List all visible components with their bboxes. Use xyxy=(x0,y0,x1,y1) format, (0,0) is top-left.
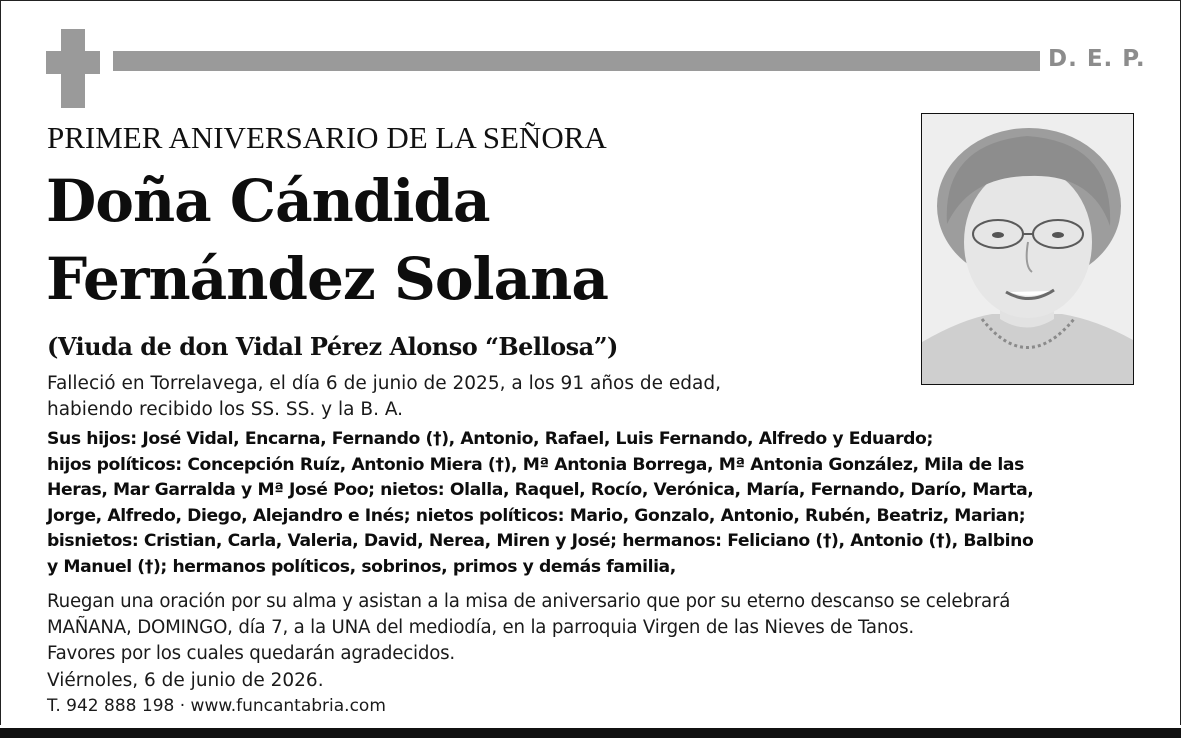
family-line: Heras, Mar Garralda y Mª José Poo; nietos: Olalla, Raquel, Rocío, Verónica, María, Fernando, Darío, Marta, xyxy=(47,480,1034,500)
death-details xyxy=(47,371,827,423)
place-date: Viérnoles, 6 de junio de 2026. xyxy=(47,670,324,691)
prayer-line: Ruegan una oración por su alma y asistan a la misa de aniversario que por su eterno descanso se celebrará xyxy=(47,591,1011,612)
header-rule xyxy=(113,51,1040,71)
cross-icon-arm xyxy=(46,51,100,74)
family-list xyxy=(47,427,1142,580)
widow-line: (Viuda de don Vidal Pérez Alonso “Bellosa”) xyxy=(47,332,618,361)
dep-label: D. E. P. xyxy=(1048,46,1146,72)
anniversary-line: PRIMER ANIVERSARIO DE LA SEÑORA xyxy=(47,120,607,155)
deceased-name-line-2: Fernández Solana xyxy=(46,245,608,313)
prayer-line: MAÑANA, DOMINGO, día 7, a la UNA del mediodía, en la parroquia Virgen de las Nieves de Tanos. xyxy=(47,617,914,638)
death-line: Falleció en Torrelavega, el día 6 de junio de 2025, a los 91 años de edad, xyxy=(47,373,721,394)
deceased-name-line-1: Doña Cándida xyxy=(46,167,490,235)
portrait-illustration xyxy=(922,114,1133,384)
contact-line: T. 942 888 198 · www.funcantabria.com xyxy=(47,696,386,716)
family-line: y Manuel (†); hermanos políticos, sobrinos, primos y demás familia, xyxy=(47,556,676,577)
family-line: hijos políticos: Concepción Ruíz, Antonio Miera (†), Mª Antonia Borrega, Mª Antonia González, Mila de las xyxy=(47,454,1024,475)
portrait-photo xyxy=(921,113,1134,385)
prayer-line: Favores por los cuales quedarán agradecidos. xyxy=(47,643,456,664)
family-line: bisnietos: Cristian, Carla, Valeria, David, Nerea, Miren y José; hermanos: Feliciano (†), Antonio (†), Balbino xyxy=(47,531,1034,551)
bottom-rule xyxy=(0,728,1181,738)
family-line: Sus hijos: José Vidal, Encarna, Fernando (†), Antonio, Rafael, Luis Fernando, Alfredo y Eduardo; xyxy=(47,429,933,449)
prayer-request xyxy=(47,589,1157,667)
family-line: Jorge, Alfredo, Diego, Alejandro e Inés; nietos políticos: Mario, Gonzalo, Antonio, Rubén, Beatriz, Marian; xyxy=(47,505,1026,526)
death-line: habiendo recibido los SS. SS. y la B. A. xyxy=(47,399,404,420)
